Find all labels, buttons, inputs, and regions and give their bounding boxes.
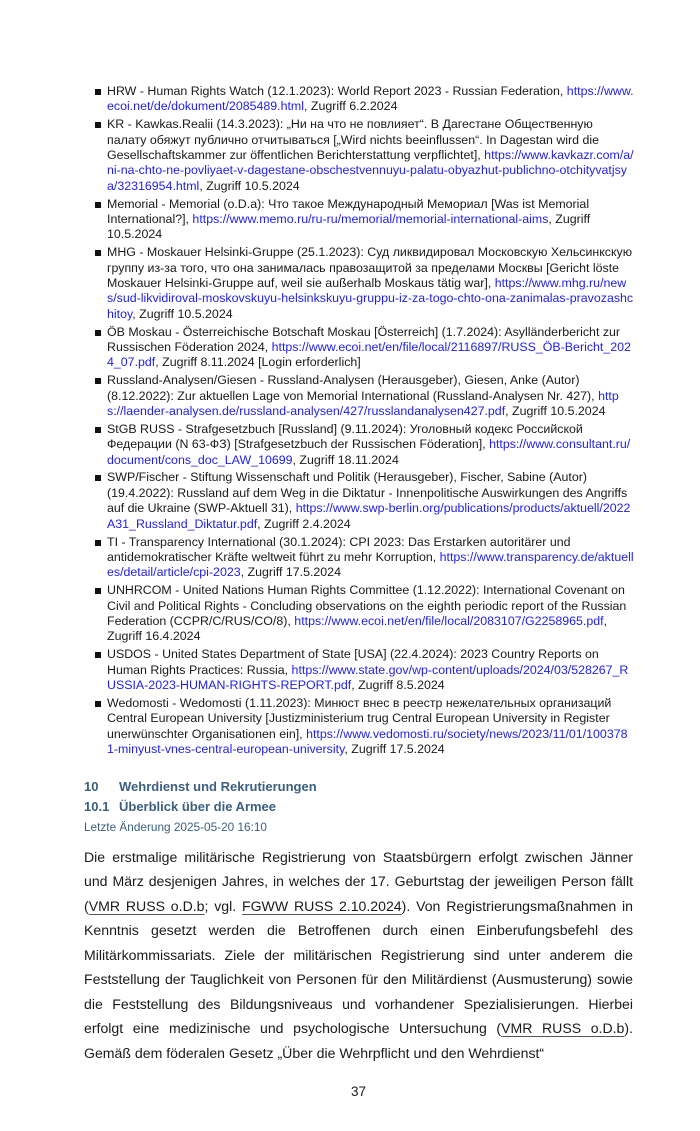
bullet-icon	[95, 652, 101, 658]
reference-access-date: , Zugriff 10.5.2024	[107, 212, 591, 242]
bullet-icon	[95, 250, 101, 256]
reference-text: Wedomosti - Wedomosti (1.11.2023): Минюст внес в реестр нежелательных организаций Central European University [Justizministerium trug Central European University in Register unerwünschter Organisationen ein],	[107, 695, 612, 741]
reference-access-date: , Zugriff 10.5.2024	[505, 404, 606, 419]
reference-item	[94, 470, 634, 532]
bullet-icon	[95, 122, 101, 128]
reference-link[interactable]: https://www.swp-berlin.org/publications/products/aktuell/2022A31_Russland_Diktatur.pdf	[107, 501, 631, 531]
reference-link[interactable]: https://www.transparency.de/aktuelles/detail/article/cpi-2023	[107, 549, 634, 580]
section-number: 10	[84, 778, 99, 794]
bullet-icon	[95, 475, 101, 481]
reference-link[interactable]: https://www.ecoi.net/de/dokument/2085489.html	[107, 84, 634, 114]
section-heading	[84, 778, 634, 796]
reference-access-date: , Zugriff 10.5.2024	[132, 306, 233, 321]
reference-item	[94, 696, 634, 758]
reference-link[interactable]: https://www.vedomosti.ru/society/news/2023/11/01/1003781-minyust-vnes-central-european-university	[107, 726, 628, 756]
paragraph-text: ). Gemäß dem föderalen Gesetz „Über die Wehrpflicht und den Wehrdienst“	[84, 1020, 633, 1061]
reference-item	[94, 245, 634, 322]
bullet-icon	[95, 540, 101, 546]
reference-text: HRW - Human Rights Watch (12.1.2023): World Report 2023 - Russian Federation,	[107, 84, 567, 98]
paragraph-text: ). Von Registrierungsmaßnahmen in Kenntnis gesetzt werden die Betroffenen durch einen Einberufungsbefehl des Militärkommissariats. Ziele der militärischen Registrierung sind unter anderem die Feststellung der Tauglichkeit von Personen für den Militärdienst (Ausmusterung) sowie die Feststellung des Bildungsniveaus und vorhandener Spezialisierungen. Hierbei erfolgt eine medizinische und psychologische Untersuchung (	[84, 897, 633, 1037]
reference-item	[94, 647, 634, 693]
bullet-icon	[95, 202, 101, 208]
reference-item	[94, 197, 634, 243]
reference-item	[94, 535, 634, 581]
reference-text: SWP/Fischer - Stiftung Wissenschaft und Politik (Herausgeber), Fischer, Sabine (Autor) (19.4.2022): Russland auf dem Weg in die Diktatur - Innenpolitische Auswirkungen des Angriffs auf die Ukraine (SWP-Aktuell 31),	[107, 470, 628, 516]
reference-text: USDOS - United States Department of State [USA] (22.4.2024): 2023 Country Reports on Human Rights Practices: Russia,	[107, 647, 599, 677]
reference-access-date: , Zugriff 8.5.2024	[351, 677, 445, 692]
paragraph-text: Die erstmalige militärische Registrierung von Staatsbürgern erfolgt zwischen Jänner und März desjenigen Jahres, in welches der 17. Geburtstag der jeweiligen Person fällt (	[84, 848, 633, 914]
paragraph-text: ; vgl.	[204, 897, 242, 914]
bullet-icon	[95, 427, 101, 433]
reference-link[interactable]: https://www.mhg.ru/news/sud-likvidiroval-moskovskuyu-helsinkskuyu-gruppu-iz-za-togo-chto-ona-zanimalas-pravozashchitoy	[107, 276, 634, 321]
reference-item	[94, 422, 634, 468]
reference-link[interactable]: https://laender-analysen.de/russland-analysen/427/russlandanalysen427.pdf	[107, 388, 619, 419]
reference-link[interactable]: https://www.kavkazr.com/a/ni-na-chto-ne-povliyaet-v-dagestane-obschestvennuyu-palatu-obyazhut-publichno-otchityvatjsya/32316954.html	[107, 148, 634, 193]
citation-link[interactable]: VMR RUSS o.D.b	[88, 897, 205, 914]
reference-text: Memorial - Memorial (o.D.a): Что такое Международный Мемориал [Was ist Memorial International?],	[107, 196, 590, 227]
reference-text: Russland-Analysen/Giesen - Russland-Analysen (Herausgeber), Giesen, Anke (Autor) (8.12.2022): Zur aktuellen Lage von Memorial International (Russland-Analysen Nr. 427),	[107, 373, 599, 403]
reference-text: KR - Kawkas.Realii (14.3.2023): „Ни на что не повлияет“. В Дагестане Общественную палату обяжут публично отчитываться [„Wird nichts beeinflussen“. In Dagestan wird die Gesellschaftskammer zur öffentlichen Berichterstattung verpflichtet],	[107, 117, 600, 163]
reference-item	[94, 373, 634, 419]
reference-link[interactable]: https://www.consultant.ru/document/cons_doc_LAW_10699	[107, 437, 631, 467]
bullet-icon	[95, 330, 101, 336]
reference-text: UNHRCOM - United Nations Human Rights Committee (1.12.2022): International Covenant on Civil and Political Rights - Concluding observations on the eighth periodic report of the Russian Federation (CCPR/C/RUS/CO/8),	[107, 583, 627, 628]
reference-text: StGB RUSS - Strafgesetzbuch [Russland] (9.11.2024): Уголовный кодекс Российской Федерации (N 63-ФЗ) [Strafgesetzbuch der Russischen Föderation],	[107, 421, 583, 452]
reference-access-date: , Zugriff 16.4.2024	[107, 613, 608, 644]
reference-link[interactable]: https://www.state.gov/wp-content/uploads/2024/03/528267_RUSSIA-2023-HUMAN-RIGHTS-REPORT.pdf	[107, 662, 629, 692]
reference-text: TI - Transparency International (30.1.2024): CPI 2023: Das Erstarken autoritärer und antidemokratischer Kräfte weltweit führt zu mehr Korruption,	[107, 534, 571, 564]
bullet-icon	[95, 378, 101, 384]
citation-link[interactable]: FGWW RUSS 2.10.2024	[241, 897, 402, 914]
last-change: Letzte Änderung 2025-05-20 16:10	[84, 819, 267, 834]
bullet-icon	[95, 89, 101, 95]
reference-item	[94, 583, 634, 645]
reference-item	[94, 84, 634, 115]
reference-text: ÖB Moskau - Österreichische Botschaft Moskau [Österreich] (1.7.2024): Asylländerbericht zur Russischen Föderation 2024,	[107, 324, 621, 355]
bullet-icon	[95, 701, 101, 707]
reference-link[interactable]: https://www.ecoi.net/en/file/local/2083107/G2258965.pdf	[294, 613, 604, 628]
reference-access-date: , Zugriff 10.5.2024	[199, 178, 300, 193]
reference-text: MHG - Moskauer Helsinki-Gruppe (25.1.2023): Суд ликвидировал Московскую Хельсинкскую группу из-за того, что она занималась правозащитой за пределами Москвы [Gericht löste Moskauer Helsinki-Gruppe auf, weil sie außerhalb Moskaus tätig war],	[107, 245, 633, 291]
reference-access-date: , Zugriff 18.11.2024	[292, 452, 399, 467]
page-number: 37	[350, 1084, 367, 1100]
subsection-heading	[84, 798, 634, 816]
bullet-icon	[95, 588, 101, 594]
subsection-title: Überblick über die Armee	[119, 798, 277, 814]
subsection-number: 10.1	[84, 798, 110, 814]
citation-link[interactable]: VMR RUSS o.D.b	[501, 1020, 625, 1037]
reference-list	[94, 84, 634, 760]
section-title: Wehrdienst und Rekrutierungen	[119, 778, 317, 794]
reference-item	[94, 117, 634, 194]
reference-link[interactable]: https://www.ecoi.net/en/file/local/2116897/RUSS_ÖB-Bericht_2024_07.pdf	[107, 340, 631, 370]
reference-link[interactable]: https://www.memo.ru/ru-ru/memorial/memorial-international-aims	[192, 212, 549, 227]
reference-access-date: , Zugriff 2.4.2024	[257, 516, 351, 531]
reference-access-date: , Zugriff 8.11.2024 [Login erforderlich]	[155, 355, 361, 370]
reference-access-date: , Zugriff 6.2.2024	[304, 99, 398, 114]
body-paragraph	[84, 845, 633, 1066]
reference-access-date: , Zugriff 17.5.2024	[240, 565, 341, 580]
reference-access-date: , Zugriff 17.5.2024	[344, 741, 445, 756]
reference-item	[94, 325, 634, 371]
